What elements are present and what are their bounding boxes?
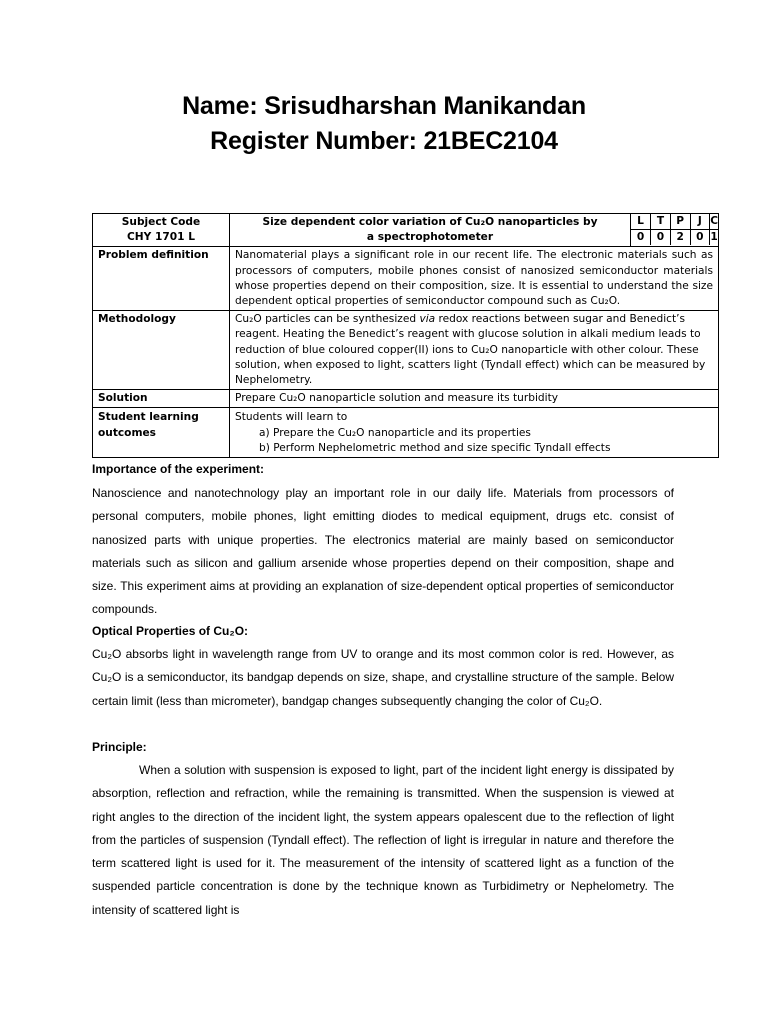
learning-outcomes-label: Student learning outcomes xyxy=(93,408,230,458)
problem-definition-label: Problem definition xyxy=(93,247,230,311)
experiment-title-cell: Size dependent color variation of Cu₂O nanoparticles by a spectrophotometer xyxy=(230,214,631,247)
ltpjc-value-p: 2 xyxy=(670,230,690,246)
principle-heading: Principle: xyxy=(92,740,147,754)
subject-code-value: CHY 1701 L xyxy=(127,231,195,244)
learning-outcome-item: a) Prepare the Cu₂O nanoparticle and its properties xyxy=(259,426,531,439)
ltpjc-header-t: T xyxy=(651,214,671,230)
subject-code-label: Subject Code xyxy=(121,216,201,228)
ltpjc-header-l: L xyxy=(631,214,651,230)
learning-outcomes-cell xyxy=(230,408,719,458)
ltpjc-header-c: C xyxy=(710,214,718,230)
methodology-label: Methodology xyxy=(93,311,230,390)
ltpjc-value-j: 0 xyxy=(690,230,710,246)
methodology-text-part1: Cu₂O particles can be synthesized xyxy=(235,313,420,326)
ltpjc-value-t: 0 xyxy=(651,230,671,246)
subject-code-cell xyxy=(93,214,230,247)
importance-heading: Importance of the experiment: xyxy=(92,462,265,476)
problem-definition-text: Nanomaterial plays a significant role in our recent life. The electronic materials such as processors of computers, mobile phones consist of nanosized semiconductor materials whose properties depend on their composition, size. It is essential to understand the size dependent optical properties of semiconductor compound such as Cu₂O. xyxy=(230,247,719,311)
optical-properties-heading: Optical Properties of Cu₂O: xyxy=(92,624,249,638)
methodology-text-part2: redox reactions between sugar and Benedict’s reagent. Heating the Benedict’s reagent with glucose solution in alkali medium leads to reduction of blue coloured copper(II) ions to Cu₂O nanoparticle with other colour. These solution, when exposed to light, scatters light (Tyndall effect) which can be measured by Nephelometry. xyxy=(235,313,706,387)
optical-properties-text: Cu₂O absorbs light in wavelength range from UV to orange and its most common color is red. However, as Cu₂O is a semiconductor, its bandgap depends on size, shape, and crystalline structure of the sample. Below certain limit (less than micrometer), bandgap changes subsequently changing the color of Cu₂O. xyxy=(92,647,674,708)
experiment-info-table xyxy=(92,213,719,458)
principle-text: When a solution with suspension is exposed to light, part of the incident light energy is dissipated by absorption, reflection and refraction, while the remaining is transmitted. When the suspension is viewed at right angles to the direction of the incident light, the system appears opalescent due to the reflection of light from the particles of suspension (Tyndall effect). The reflection of light is irregular in nature and therefore the term scattered light is used for it. The measurement of the intensity of scattered light as a function of the suspended particle concentration is done by the technique known as Turbidimetry or Nephelometry. The intensity of scattered light is xyxy=(92,763,674,917)
methodology-via: via xyxy=(419,313,436,326)
ltpjc-value-l: 0 xyxy=(631,230,651,246)
learning-outcome-item: b) Perform Nephelometric method and size specific Tyndall effects xyxy=(259,441,611,454)
learning-outcomes-intro: Students will learn to xyxy=(235,411,348,424)
methodology-text xyxy=(230,311,719,390)
importance-paragraph xyxy=(92,482,674,622)
ltpjc-header-j: J xyxy=(690,214,710,230)
ltpjc-header-p: P xyxy=(670,214,690,230)
principle-paragraph xyxy=(92,759,674,922)
ltpjc-grid xyxy=(631,214,718,245)
solution-text: Prepare Cu₂O nanoparticle solution and measure its turbidity xyxy=(230,390,719,408)
student-name-title: Name: Srisudharshan Manikandan xyxy=(182,92,586,120)
ltpjc-value-c: 1 xyxy=(710,230,718,246)
importance-text: Nanoscience and nanotechnology play an important role in our daily life. Materials from processors of personal computers, mobile phones, light emitting diodes to medical equipment, drugs etc. consist of nanosized parts with unique properties. The electronics material are mainly based on semiconductor materials such as silicon and gallium arsenide whose properties depend on their composition, shape and size. This experiment aims at providing an explanation of size-dependent optical properties of semiconductor compounds. xyxy=(92,486,674,617)
ltpjc-cell xyxy=(631,214,719,247)
solution-label: Solution xyxy=(93,390,230,408)
optical-properties-paragraph xyxy=(92,643,674,713)
register-number-title: Register Number: 21BEC2104 xyxy=(210,127,558,155)
